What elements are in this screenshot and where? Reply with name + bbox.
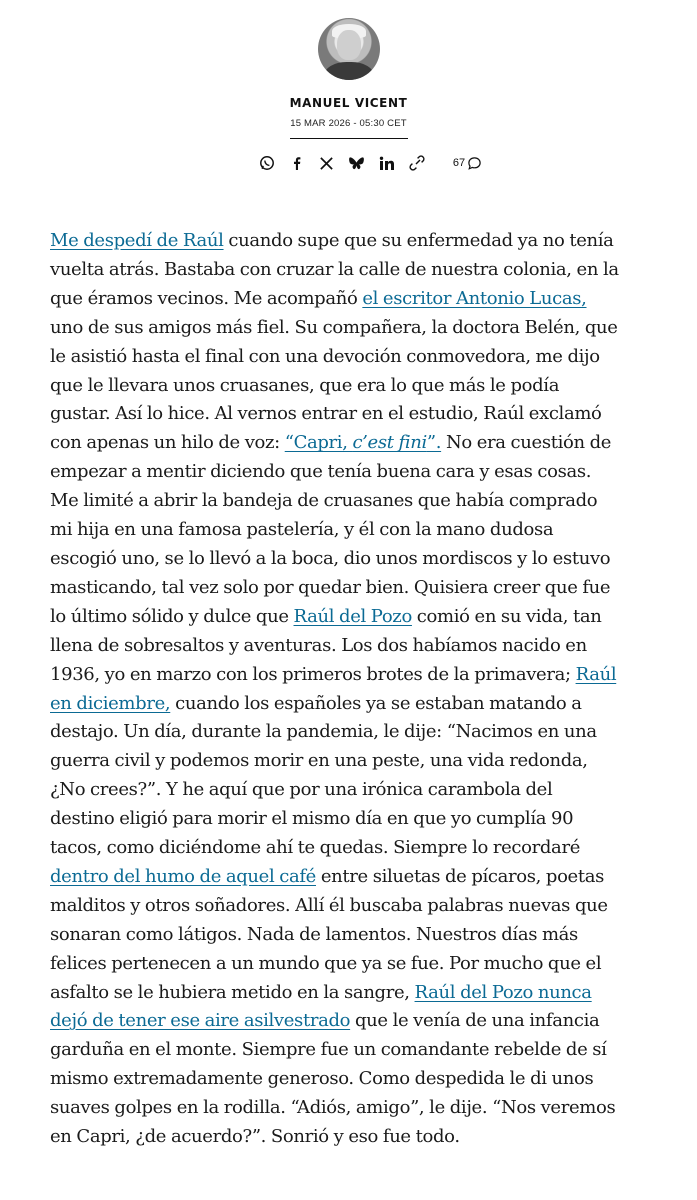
article-line: [50, 690, 650, 719]
article-text: garduña en el monte. Siempre fue un comandante rebelde de sí: [50, 1039, 607, 1061]
article-text: felices pertenecen a un mundo que ya se fue. Por mucho que el: [50, 952, 602, 974]
article-line: [50, 516, 650, 545]
article-line: [50, 603, 650, 632]
article-link[interactable]: Raúl del Pozo nunca: [414, 981, 592, 1003]
article-text: 1936, yo en marzo con los primeros brotes de la primavera;: [50, 663, 576, 685]
article-link[interactable]: ”.: [426, 432, 442, 454]
article-line: [50, 574, 650, 603]
article-line: [50, 834, 650, 863]
article-line: [50, 863, 650, 892]
linkedin-icon[interactable]: [375, 151, 399, 175]
article-text: que le llevara unos cruasanes, que era lo que más le podía: [50, 374, 560, 396]
article-link[interactable]: en diciembre,: [50, 692, 171, 714]
article-line: [50, 718, 650, 747]
article-text: con apenas un hilo de voz:: [50, 432, 285, 454]
article-text: Me limité a abrir la bandeja de cruasanes que había comprado: [50, 490, 598, 512]
article-line: [50, 545, 650, 574]
article-text: No era cuestión de: [441, 432, 612, 454]
article-link[interactable]: c’est fini: [352, 432, 427, 454]
article-text: asfalto se le hubiera metido en la sangre,: [50, 981, 415, 1003]
publish-date: 15 MAR 2026 - 05:30 CET: [290, 118, 407, 129]
article-line: [50, 314, 650, 343]
article-link[interactable]: dejó de tener ese aire asilvestrado: [50, 1010, 351, 1032]
article-text: comió en su vida, tan: [411, 605, 602, 627]
article-text: destino eligió para morir el mismo día en que yo cumplía 90: [50, 808, 574, 830]
comment-bubble-icon: [467, 156, 482, 171]
article-text: llena de sobresaltos y aventuras. Los dos habíamos nacido en: [50, 634, 587, 656]
article-line: [50, 458, 650, 487]
article-text: que le venía de una infancia: [350, 1010, 600, 1032]
article-text: escogió uno, se lo llevó a la boca, dio unos mordiscos y lo estuvo: [50, 547, 611, 569]
article-link[interactable]: “Capri,: [284, 432, 353, 454]
article-line: [50, 429, 650, 458]
article-text: sonaran como látigos. Nada de lamentos. Nuestros días más: [50, 923, 578, 945]
article-link[interactable]: Raúl del Pozo: [293, 605, 412, 627]
article-line: [50, 1065, 650, 1094]
bluesky-icon[interactable]: [345, 151, 369, 175]
article-text: suaves golpes en la rodilla. “Adiós, amigo”, le dije. “Nos veremos: [50, 1097, 616, 1119]
article-header: [0, 0, 697, 175]
article-text: le asistió hasta el final con una devoción conmovedora, me dijo: [50, 345, 600, 367]
article-text: uno de sus amigos más fiel. Su compañera, la doctora Belén, que: [50, 316, 618, 338]
article-line: [50, 632, 650, 661]
article-line: [50, 227, 650, 256]
x-icon[interactable]: [315, 151, 339, 175]
article-line: [50, 285, 650, 314]
article-line: [50, 921, 650, 950]
copy-link-icon[interactable]: [405, 151, 429, 175]
article-line: [50, 979, 650, 1008]
article-line: [50, 1007, 650, 1036]
article-text: destajo. Un día, durante la pandemia, le dije: “Nacimos en una: [50, 721, 597, 743]
article-text: vuelta atrás. Bastaba con cruzar la calle de nuestra colonia, en la: [50, 258, 619, 280]
comment-count: 67: [452, 157, 466, 169]
article-line: [50, 343, 650, 372]
article-line: [50, 950, 650, 979]
author-name[interactable]: MANUEL VICENT: [289, 96, 408, 110]
article-text: lo último sólido y dulce que: [50, 605, 294, 627]
article-text: tacos, como diciéndome ahí te quedas. Siempre lo recordaré: [50, 837, 581, 859]
article-link[interactable]: el escritor Antonio Lucas,: [362, 287, 587, 309]
article-link[interactable]: Me despedí de Raúl: [50, 230, 224, 251]
article-text: gustar. Así lo hice. Al vernos entrar en el estudio, Raúl exclamó: [50, 403, 602, 425]
article-text: ¿No crees?”. Y he aquí que por una irónica carambola del: [50, 779, 553, 801]
article-line: [50, 1123, 650, 1152]
header-divider: [290, 138, 408, 139]
article-text: empezar a mentir diciendo que tenía buena cara y esas cosas.: [50, 461, 592, 483]
share-bar: [40, 151, 697, 175]
article-line: [50, 400, 650, 429]
whatsapp-icon[interactable]: [255, 151, 279, 175]
article-text: entre siluetas de pícaros, poetas: [315, 865, 605, 887]
article-text: malditos y otros soñadores. Allí él buscaba palabras nuevas que: [50, 894, 608, 916]
author-avatar[interactable]: [318, 18, 380, 80]
article-body: [50, 227, 650, 1152]
article-line: [50, 1036, 650, 1065]
article-text: cuando los españoles ya se estaban matando a: [170, 692, 582, 714]
article-line: [50, 747, 650, 776]
article-text: cuando supe que su enfermedad ya no tenía: [223, 230, 614, 251]
facebook-icon[interactable]: [285, 151, 309, 175]
article-text: mi hija en una famosa pastelería, y él con la mano dudosa: [50, 519, 554, 541]
article-line: [50, 805, 650, 834]
article-line: [50, 661, 650, 690]
article-text: masticando, tal vez solo por quedar bien. Quisiera creer que fue: [50, 576, 611, 598]
article-text: guerra civil y podemos morir en una peste, una vida redonda,: [50, 750, 588, 772]
article-text: en Capri, ¿de acuerdo?”. Sonrió y eso fue todo.: [50, 1126, 460, 1148]
article-text: mismo extremadamente generoso. Como despedida le di unos: [50, 1068, 594, 1090]
comments-button[interactable]: [453, 156, 482, 171]
article-link[interactable]: dentro del humo de aquel café: [50, 865, 316, 887]
article-line: [50, 372, 650, 401]
article-line: [50, 776, 650, 805]
article-line: [50, 256, 650, 285]
article-line: [50, 892, 650, 921]
article-text: que éramos vecinos. Me acompañó: [50, 287, 363, 309]
article-line: [50, 1094, 650, 1123]
article-line: [50, 487, 650, 516]
article-link[interactable]: Raúl: [575, 663, 617, 685]
